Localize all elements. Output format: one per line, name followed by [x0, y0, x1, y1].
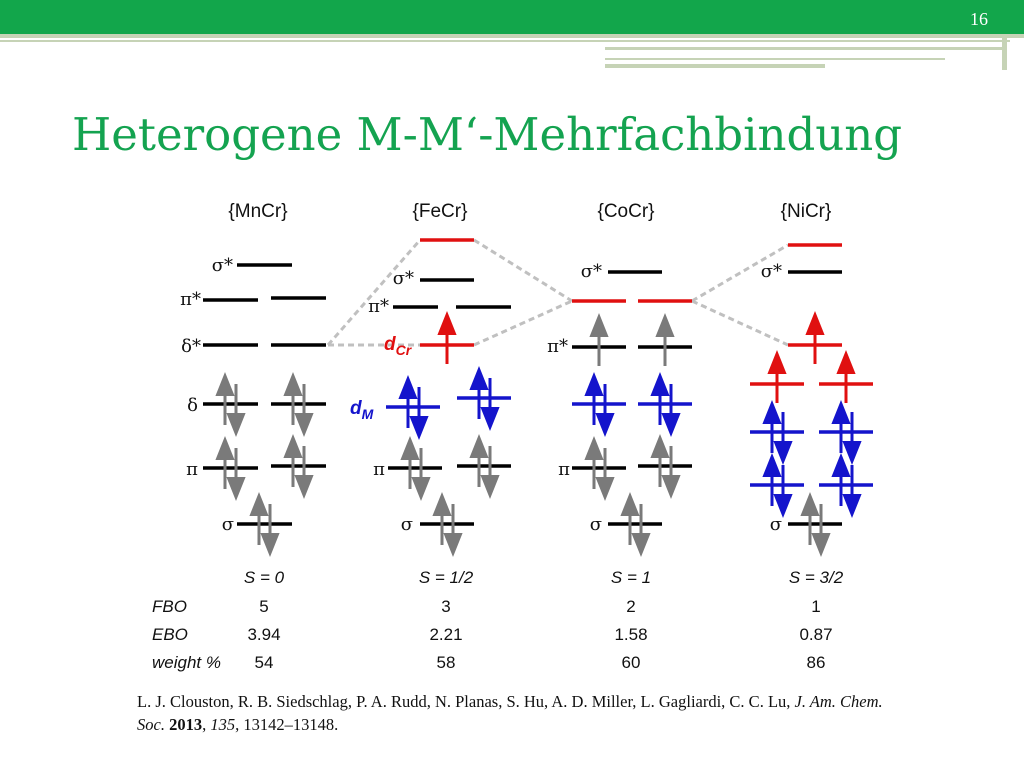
mncr-electrons: [225, 384, 304, 545]
orbital-label: σ: [221, 514, 234, 535]
row-label-weight: weight %: [152, 653, 221, 672]
orbital-label: π*: [547, 336, 568, 357]
ebo-value: 1.58: [614, 625, 648, 644]
nicr-electrons: [769, 323, 852, 545]
correlation-line: [474, 240, 572, 301]
dm-label: $d_M$: [350, 398, 374, 422]
citation-volume: 135: [210, 715, 236, 734]
dcr-label: $d_{Cr}$: [384, 334, 412, 358]
slide-number: 16: [970, 9, 988, 29]
correlation-line: [692, 301, 788, 345]
citation-year: 2013: [169, 715, 203, 734]
mncr-levels: [203, 265, 326, 524]
fecr-electrons: [408, 323, 490, 545]
weight-value: 60: [621, 653, 641, 672]
correlation-line: [328, 240, 420, 345]
orbital-label: π: [373, 459, 385, 480]
complex-label: {FeCr}: [412, 201, 468, 222]
spin-state: S = 3/2: [788, 568, 844, 587]
row-label-ebo: EBO: [152, 625, 188, 644]
nicr-levels: [750, 245, 873, 524]
slide-title: Heterogene M-M‘-Mehrfachbindung: [72, 108, 903, 161]
orbital-label: σ: [589, 514, 602, 535]
row-label-fbo: FBO: [152, 597, 187, 616]
complex-label: {CoCr}: [597, 201, 655, 222]
fbo-value: 2: [626, 597, 636, 616]
cocr-electrons: [594, 325, 671, 545]
citation-journal: J. Am. Chem. Soc.: [137, 692, 883, 734]
cocr-levels: [572, 272, 692, 524]
weight-value: 54: [254, 653, 274, 672]
orbital-label: σ*: [392, 268, 414, 289]
weight-value: 58: [436, 653, 456, 672]
orbital-label: π*: [368, 296, 389, 317]
fbo-value: 3: [441, 597, 451, 616]
orbital-label: π: [558, 459, 570, 480]
fbo-value: 1: [811, 597, 821, 616]
orbital-label: σ*: [211, 255, 233, 276]
orbital-label: σ*: [580, 261, 602, 282]
orbital-label: σ*: [760, 261, 782, 282]
spin-state: S = 1/2: [418, 568, 474, 587]
orbital-label: σ: [769, 514, 782, 535]
ebo-value: 0.87: [799, 625, 833, 644]
orbital-label: δ*: [181, 336, 201, 357]
complex-label: {NiCr}: [780, 201, 832, 222]
citation-pages: , 13142–13148.: [235, 715, 339, 734]
fbo-value: 5: [259, 597, 269, 616]
citation-authors: L. J. Clouston, R. B. Siedschlag, P. A. Rudd, N. Planas, S. Hu, A. D. Miller, L. Gagliardi, C. C. Lu,: [137, 692, 791, 711]
ebo-value: 2.21: [429, 625, 463, 644]
ebo-value: 3.94: [247, 625, 281, 644]
complex-label: {MnCr}: [228, 201, 288, 222]
orbital-label: π*: [180, 289, 201, 310]
spin-state: S = 0: [243, 568, 285, 587]
weight-value: 86: [806, 653, 826, 672]
citation: L. J. Clouston, R. B. Siedschlag, P. A. Rudd, N. Planas, S. Hu, A. D. Miller, L. Gagliardi, C. C. Lu, J. Am. Chem. Soc. 2013, 135, 13142–13148.: [137, 692, 883, 734]
orbital-label: π: [186, 459, 198, 480]
orbital-label: δ: [187, 395, 198, 416]
spin-state: S = 1: [610, 568, 652, 587]
orbital-label: σ: [400, 514, 413, 535]
